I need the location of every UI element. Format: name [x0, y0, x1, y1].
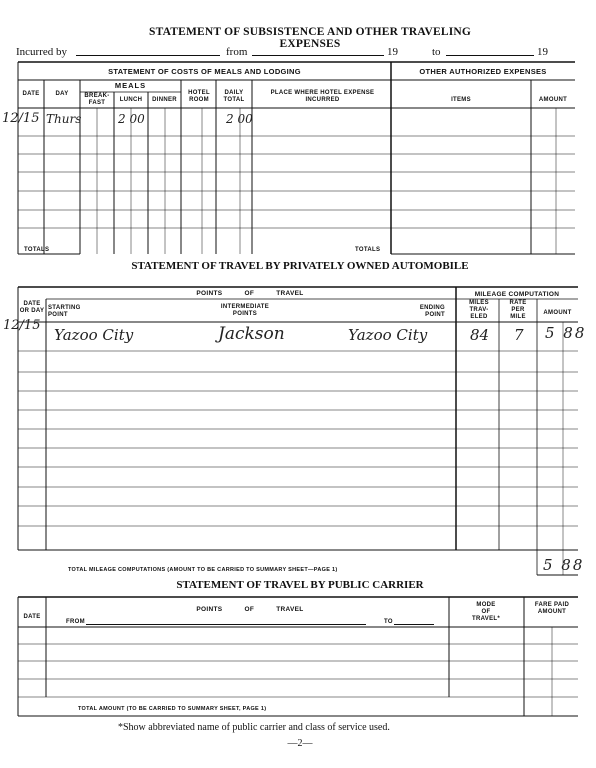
auto-col-starting: STARTING POINT — [48, 305, 81, 318]
year-label-2: 19 — [537, 46, 548, 58]
carrier-col-fare: FARE PAID AMOUNT — [534, 602, 570, 615]
year-label-1: 19 — [387, 46, 398, 58]
auto-row-date[interactable]: 12/15 — [3, 318, 41, 333]
col-dinner: DINNER — [152, 97, 177, 103]
col-place: PLACE WHERE HOTEL EXPENSE INCURRED — [270, 90, 375, 103]
meals-row-lunch[interactable]: 2 00 — [118, 112, 145, 126]
auto-row-ending[interactable]: Yazoo City — [348, 326, 428, 344]
carrier-total-label: TOTAL AMOUNT (TO BE CARRIED TO SUMMARY SHEET, PAGE 1) — [78, 706, 267, 712]
auto-col-rate: RATE PER MILE — [509, 300, 527, 320]
auto-total-label: TOTAL MILEAGE COMPUTATIONS (AMOUNT TO BE CARRIED TO SUMMARY SHEET—PAGE 1) — [68, 567, 338, 573]
carrier-col-date: DATE — [23, 614, 41, 620]
totals-left-label: TOTALS — [24, 247, 50, 253]
meals-section-title: STATEMENT OF COSTS OF MEALS AND LODGING — [108, 67, 301, 76]
col-breakfast: BREAK- FAST — [84, 93, 110, 106]
col-hotel-room: HOTEL ROOM — [188, 90, 210, 103]
col-items: ITEMS — [451, 97, 471, 103]
auto-row-rate[interactable]: 7 — [514, 326, 524, 344]
to-label: to — [432, 46, 441, 58]
auto-col-amount: AMOUNT — [543, 310, 572, 316]
auto-points-group: POINTS OF TRAVEL — [196, 290, 304, 297]
meals-group-label: MEALS — [114, 81, 147, 90]
auto-col-ending: ENDING POINT — [419, 305, 445, 318]
footnote: *Show abbreviated name of public carrier and class of service used. — [118, 722, 390, 733]
meals-row-day[interactable]: Thurs — [46, 112, 82, 126]
auto-row-starting[interactable]: Yazoo City — [54, 326, 134, 344]
other-expenses-title: OTHER AUTHORIZED EXPENSES — [419, 67, 547, 76]
carrier-col-to: TO — [384, 619, 393, 625]
page-number: —2— — [287, 738, 313, 749]
incurred-by-label: Incurred by — [16, 46, 68, 58]
from-label: from — [226, 46, 248, 58]
auto-section-title: STATEMENT OF TRAVEL BY PRIVATELY OWNED AUTOMOBILE — [131, 260, 469, 272]
carrier-from-line — [86, 624, 366, 625]
col-daily-total: DAILY TOTAL — [223, 90, 245, 103]
carrier-col-mode: MODE OF TRAVEL* — [472, 602, 500, 622]
auto-col-date: DATE OR DAY — [19, 301, 45, 314]
auto-col-intermediate: INTERMEDIATE POINTS — [220, 304, 270, 317]
auto-row-intermediate[interactable]: Jackson — [218, 324, 285, 344]
carrier-col-from: FROM — [66, 619, 85, 625]
auto-total-value[interactable]: 5 88 — [543, 556, 585, 574]
auto-row-amount[interactable]: 5 88 — [545, 324, 587, 342]
carrier-col-points: POINTS OF TRAVEL — [196, 606, 304, 613]
col-amount: AMOUNT — [538, 97, 568, 103]
form-title: STATEMENT OF SUBSISTENCE AND OTHER TRAVELING EXPENSES — [148, 26, 472, 50]
meals-row-daily-total[interactable]: 2 00 — [226, 112, 253, 126]
col-day: DAY — [55, 91, 69, 97]
carrier-to-line — [394, 624, 434, 625]
col-date: DATE — [22, 91, 40, 97]
auto-row-miles[interactable]: 84 — [470, 326, 490, 344]
totals-right-label: TOTALS — [355, 247, 381, 253]
auto-mileage-group: MILEAGE COMPUTATION — [474, 291, 560, 298]
auto-col-miles: MILES TRAV- ELED — [469, 300, 489, 320]
meals-row-date[interactable]: 12/15 — [2, 111, 40, 126]
col-lunch: LUNCH — [119, 97, 143, 103]
carrier-section-title: STATEMENT OF TRAVEL BY PUBLIC CARRIER — [176, 579, 424, 591]
